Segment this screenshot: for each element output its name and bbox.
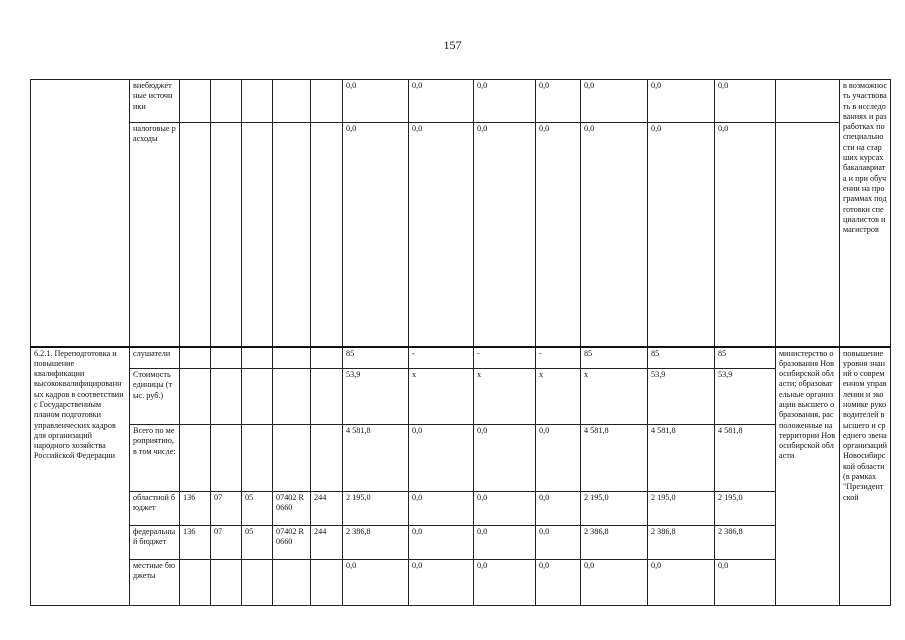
executor-cell-empty (776, 80, 840, 123)
rz-cell (211, 560, 242, 606)
vr-cell: 244 (311, 526, 343, 560)
value-cell: 85 (648, 347, 715, 369)
pr-cell (242, 369, 273, 425)
pr-cell (242, 123, 273, 347)
value-cell: 0,0 (536, 80, 581, 123)
row-label: Всего по мероприятию, в том числе: (130, 425, 180, 492)
table-row (31, 347, 891, 369)
value-cell: 4 581,8 (581, 425, 648, 492)
value-cell: 0,0 (474, 123, 536, 347)
page-number: 157 (443, 38, 462, 52)
grbs-cell (180, 123, 211, 347)
row-label: налоговые расходы (130, 123, 180, 347)
value-cell: - (409, 347, 474, 369)
grbs-cell: 136 (180, 492, 211, 526)
pr-cell: 05 (242, 492, 273, 526)
value-cell: 0,0 (536, 425, 581, 492)
csr-cell (273, 347, 311, 369)
value-cell: 0,0 (536, 123, 581, 347)
value-cell: 85 (581, 347, 648, 369)
value-cell: 2 386,8 (343, 526, 409, 560)
executor-cell: министерство образования Новосибирской области; образовательные организации высшего образования, расположенные на территории Новосибирской области (776, 347, 840, 606)
value-cell: 0,0 (409, 123, 474, 347)
csr-cell (273, 560, 311, 606)
activity-name-cell: 6.2.1. Переподготовка и повышение квалификации высококвалифицированных кадров в соответствии с Государственным планом подготовки управленческих кадров для организаций народного хозяйства Российской Федерации (31, 347, 130, 606)
rz-cell: 07 (211, 492, 242, 526)
pr-cell (242, 80, 273, 123)
vr-cell (311, 369, 343, 425)
table-row (31, 526, 891, 560)
executor-cell-empty (776, 123, 840, 347)
table-body (31, 80, 891, 606)
row-label: Стоимость единицы (тыс. руб.) (130, 369, 180, 425)
csr-cell: 07402 R0660 (273, 492, 311, 526)
value-cell: 53,9 (648, 369, 715, 425)
value-cell: 0,0 (474, 80, 536, 123)
result-cell: повышение уровня знаний о современном управлении и экономике руководителей высшего и среднего звена организаций Новосибирской области (в рамках "Президентской (840, 347, 891, 606)
pr-cell: 05 (242, 526, 273, 560)
table-row (31, 425, 891, 492)
grbs-cell (180, 347, 211, 369)
value-cell: x (536, 369, 581, 425)
value-cell: 0,0 (474, 425, 536, 492)
table-row (31, 80, 891, 123)
rz-cell: 07 (211, 526, 242, 560)
table-row (31, 560, 891, 606)
value-cell: - (536, 347, 581, 369)
value-cell: 85 (715, 347, 776, 369)
rz-cell (211, 369, 242, 425)
value-cell: 0,0 (409, 560, 474, 606)
table-row (31, 369, 891, 425)
value-cell: 85 (343, 347, 409, 369)
row-label: внебюджетные источники (130, 80, 180, 123)
value-cell: 0,0 (343, 80, 409, 123)
value-cell: 0,0 (474, 492, 536, 526)
csr-cell (273, 369, 311, 425)
budget-table (30, 79, 891, 606)
rz-cell (211, 123, 242, 347)
activity-name-cell-empty (31, 80, 130, 347)
grbs-cell (180, 369, 211, 425)
vr-cell (311, 425, 343, 492)
value-cell: 2 195,0 (715, 492, 776, 526)
pr-cell (242, 560, 273, 606)
vr-cell (311, 560, 343, 606)
value-cell: 2 386,8 (715, 526, 776, 560)
value-cell: 0,0 (343, 560, 409, 606)
row-label: областной бюджет (130, 492, 180, 526)
value-cell: 0,0 (409, 526, 474, 560)
row-label: федеральный бюджет (130, 526, 180, 560)
value-cell: 0,0 (536, 560, 581, 606)
value-cell: 0,0 (536, 492, 581, 526)
csr-cell: 07402 R0660 (273, 526, 311, 560)
grbs-cell: 136 (180, 526, 211, 560)
value-cell: 0,0 (715, 123, 776, 347)
value-cell: 0,0 (648, 80, 715, 123)
vr-cell: 244 (311, 492, 343, 526)
value-cell: 0,0 (581, 560, 648, 606)
table-row (31, 492, 891, 526)
result-cell: в возможность участвовать в исследованиях и разработках по специальности на старших курсах бакалавриата и при обучении на программах подготовки специалистов и магистров (840, 80, 891, 347)
rz-cell (211, 347, 242, 369)
value-cell: 0,0 (581, 123, 648, 347)
value-cell: 0,0 (409, 492, 474, 526)
vr-cell (311, 80, 343, 123)
value-cell: 4 581,8 (648, 425, 715, 492)
rz-cell (211, 80, 242, 123)
vr-cell (311, 347, 343, 369)
value-cell: 0,0 (536, 526, 581, 560)
value-cell: 53,9 (343, 369, 409, 425)
value-cell: x (581, 369, 648, 425)
value-cell: 0,0 (409, 425, 474, 492)
value-cell: 2 195,0 (343, 492, 409, 526)
value-cell: 4 581,8 (715, 425, 776, 492)
pr-cell (242, 347, 273, 369)
row-label: местные бюджеты (130, 560, 180, 606)
value-cell: 53,9 (715, 369, 776, 425)
table-row (31, 123, 891, 347)
value-cell: 0,0 (409, 80, 474, 123)
value-cell: 0,0 (715, 80, 776, 123)
csr-cell (273, 123, 311, 347)
value-cell: x (474, 369, 536, 425)
rz-cell (211, 425, 242, 492)
pr-cell (242, 425, 273, 492)
csr-cell (273, 425, 311, 492)
value-cell: 0,0 (474, 526, 536, 560)
grbs-cell (180, 80, 211, 123)
grbs-cell (180, 560, 211, 606)
value-cell: - (474, 347, 536, 369)
csr-cell (273, 80, 311, 123)
value-cell: 4 581,8 (343, 425, 409, 492)
value-cell: 2 386,8 (648, 526, 715, 560)
value-cell: 0,0 (648, 560, 715, 606)
vr-cell (311, 123, 343, 347)
value-cell: 2 195,0 (648, 492, 715, 526)
value-cell: 0,0 (581, 80, 648, 123)
value-cell: 0,0 (648, 123, 715, 347)
value-cell: 2 195,0 (581, 492, 648, 526)
value-cell: 2 386,8 (581, 526, 648, 560)
value-cell: 0,0 (343, 123, 409, 347)
value-cell: x (409, 369, 474, 425)
grbs-cell (180, 425, 211, 492)
row-label: слушатели (130, 347, 180, 369)
value-cell: 0,0 (715, 560, 776, 606)
value-cell: 0,0 (474, 560, 536, 606)
